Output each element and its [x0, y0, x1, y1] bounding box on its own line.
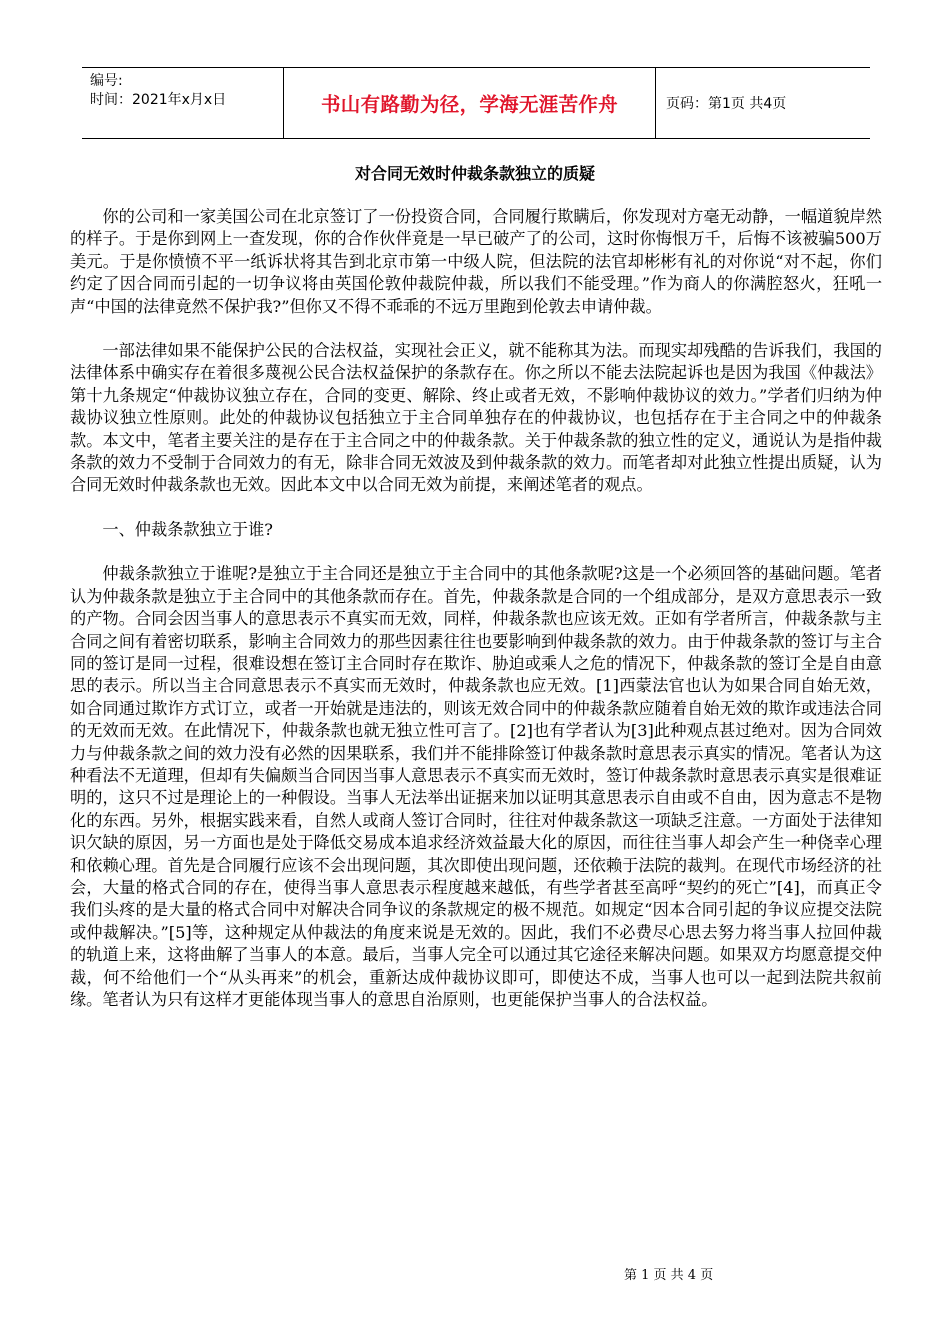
paragraph-intro: 你的公司和一家美国公司在北京签订了一份投资合同，合同履行欺瞒后，你发现对方毫无动静，一幅道貌岸然的样子。于是你到网上一查发现，你的合作伙伴竟是一早已破产了的公司，这时你悔恨万千，后悔不该被骗500万美元。于是你愤愤不平一纸诉状将其告到北京市第一中级人院，但法院的法官却彬彬有礼的对你说“对不起，你们约定了因合同而引起的一切争议将由英国伦敦仲裁院仲裁，所以我们不能受理。”作为商人的你满腔怒火，狂吼一声“中国的法律竟然不保护我?”但你又不得不乖乖的不远万里跑到伦敦去申请仲裁。 — [70, 207, 882, 316]
section-heading: 一、仲裁条款独立于谁? — [102, 519, 273, 539]
document-title: 对合同无效时仲裁条款独立的质疑 — [354, 164, 595, 183]
header-motto: 书山有路勤为径，学海无涯苦作舟 — [320, 93, 618, 116]
header-meta — [82, 68, 284, 138]
document-date: 时间：2021年x月x日 — [90, 92, 227, 108]
document-header — [82, 67, 870, 139]
header-motto-cell — [284, 68, 656, 138]
document-number-label: 编号: — [90, 73, 123, 89]
header-page-info — [656, 68, 870, 138]
paragraph-argument: 一部法律如果不能保护公民的合法权益，实现社会正义，就不能称其为法。而现实却残酷的告诉我们，我国的法律体系中确实存在着很多蔑视公民合法权益保护的条款存在。你之所以不能去法院起诉也是因为我国《仲裁法》第十九条规定“仲裁协议独立存在，合同的变更、解除、终止或者无效，不影响仲裁协议的效力。”学者们归纳为仲裁协议独立性原则。此处的仲裁协议包括独立于主合同单独存在的仲裁协议，也包括存在于主合同之中的仲裁条款。本文中，笔者主要关注的是存在于主合同之中的仲裁条款。关于仲裁条款的独立性的定义，通说认为是指仲裁条款的效力不受制于合同效力的有无，除非合同无效波及到仲裁条款的效力。而笔者却对此独立性提出质疑，认为合同无效时仲裁条款也无效。因此本文中以合同无效为前提，来阐述笔者的观点。 — [70, 341, 882, 495]
page-info-text: 页码：第1页 共4页 — [666, 96, 787, 112]
document-body — [70, 206, 882, 1011]
page-footer: 第 1 页 共 4 页 — [624, 1268, 714, 1283]
paragraph-section-body: 仲裁条款独立于谁呢?是独立于主合同还是独立于主合同中的其他条款呢?这是一个必须回答的基础问题。笔者认为仲裁条款是独立于主合同中的其他条款而存在。首先，仲裁条款是合同的一个组成部分，是双方意思表示一致的产物。合同会因当事人的意思表示不真实而无效，同样，仲裁条款也应该无效。正如有学者所言，仲裁条款与主合同之间有着密切联系，影响主合同效力的那些因素往往也要影响到仲裁条款的效力。由于仲裁条款的签订与主合同的签订是同一过程，很难设想在签订主合同时存在欺诈、胁迫或乘人之危的情况下，仲裁条款的签订全是自由意思的表示。所以当主合同意思表示不真实而无效时，仲裁条款也应无效。[1]西蒙法官也认为如果合同自始无效，如合同通过欺诈方式订立，或者一开始就是违法的，则该无效合同中的仲裁条款应随着自始无效的欺诈或违法合同的无效而无效。在此情况下，仲裁条款也就无独立性可言了。[2]也有学者认为[3]此种观点甚过绝对。因为合同效力与仲裁条款之间的效力没有必然的因果联系，我们并不能排除签订仲裁条款时意思表示真实的情况。笔者认为这种看法不无道理，但却有失偏颇当合同因当事人意思表示不真实而无效时，签订仲裁条款时意思表示真实是很难证明的，这只不过是理论上的一种假设。当事人无法举出证据来加以证明其意思表示自由或不自由，因为意志不是物化的东西。另外，根据实践来看，自然人或商人签订合同时，往往对仲裁条款这一项缺乏注意。一方面处于法律知识欠缺的原因，另一方面也是处于降低交易成本追求经济效益最大化的原因，而往往当事人却会产生一种侥幸心理和依赖心理。首先是合同履行应该不会出现问题，其次即使出现问题，还依赖于法院的裁判。在现代市场经济的社会，大量的格式合同的存在，使得当事人意思表示程度越来越低，有些学者甚至高呼“契约的死亡”[4]，而真正令我们头疼的是大量的格式合同中对解决合同争议的条款规定的极不规范。如规定“因本合同引起的争议应提交法院或仲裁解决。”[5]等，这种规定从仲裁法的角度来说是无效的。因此，我们不必费尽心思去努力将当事人拉回仲裁的轨道上来，这将曲解了当事人的本意。最后，当事人完全可以通过其它途径来解决问题。如果双方均愿意提交仲裁，何不给他们一个“从头再来”的机会，重新达成仲裁协议即可，即使达不成，当事人也可以一起到法院共叙前缘。笔者认为只有这样才更能体现当事人的意思自治原则，也更能保护当事人的合法权益。 — [70, 564, 882, 1009]
